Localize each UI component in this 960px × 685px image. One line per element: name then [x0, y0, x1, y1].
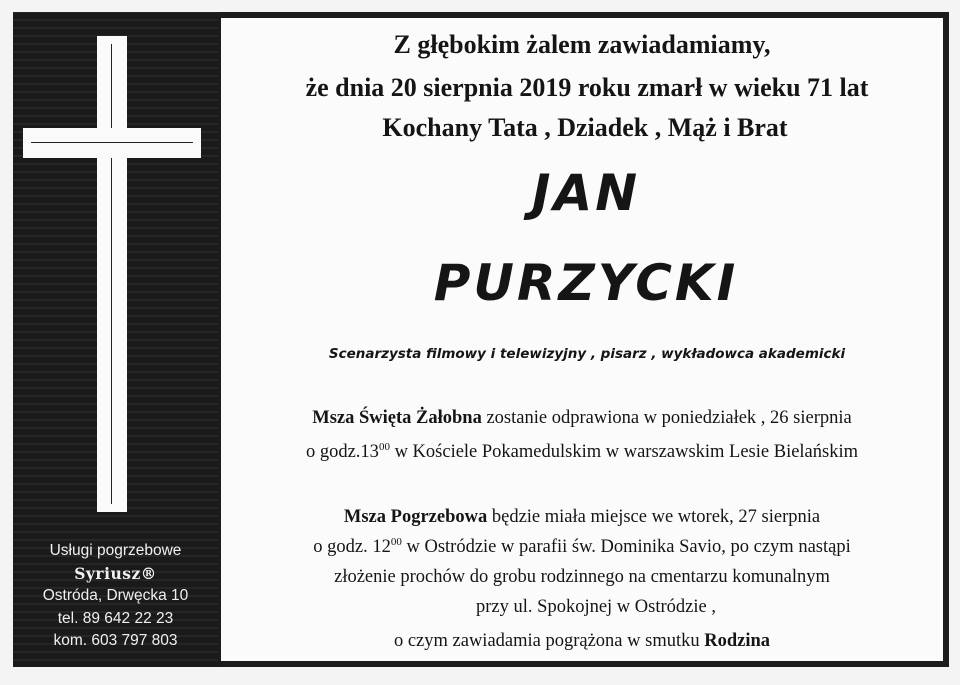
deceased-first-name: JAN [531, 164, 641, 222]
company-address: Ostróda, Drwęcka 10 [42, 587, 189, 604]
closing-family: Rodzina [704, 631, 771, 651]
cross-arm [23, 128, 201, 158]
memorial-mass-line-1 [221, 408, 943, 429]
funeral-mass-line-4: przy ul. Spokojnej w Ostródzie , [476, 597, 716, 617]
header-line-2: że dnia 20 sierpnia 2019 roku zmarł w wieku 71 lat [305, 73, 869, 102]
memorial-mass-line-2 [221, 442, 943, 463]
company-phone: tel. 89 642 22 23 [57, 609, 174, 627]
company-service-label: Usługi pogrzebowe [49, 542, 182, 559]
funeral-mass-line-1 [221, 507, 943, 528]
header-line-1: Z głębokim żalem zawiadamiamy, [393, 30, 771, 59]
funeral-mass-line-2 [221, 537, 943, 558]
notice-body [221, 18, 943, 661]
memorial-mass-title: Msza Święta Żałobna [312, 408, 482, 428]
closing-text: o czym zawiadamia pogrążona w smutku [393, 631, 705, 651]
memorial-mass-date: zostanie odprawiona w poniedziałek , 26 sierpnia [481, 408, 852, 428]
funeral-mass-place: w Ostródzie w parafii św. Dominika Savio, po czym nastąpi [401, 537, 851, 557]
funeral-mass-time-minutes: 00 [390, 536, 402, 548]
funeral-mass-title: Msza Pogrzebowa [343, 507, 488, 527]
memorial-mass-place: w Kościele Pokamedulskim w warszawskim Lesie Bielańskim [389, 442, 859, 462]
memorial-mass-time: o godz.13 [305, 442, 379, 462]
funeral-mass-date: będzie miała miejsce we wtorek, 27 sierpnia [487, 507, 821, 527]
company-mobile: kom. 603 797 803 [53, 632, 178, 649]
company-brand: Syriusz® [74, 563, 157, 583]
header-line-3: Kochany Tata , Dziadek , Mąż i Brat [382, 113, 788, 142]
deceased-last-name: PURZYCKI [433, 254, 739, 312]
cross-icon [97, 36, 127, 512]
black-sidebar [13, 12, 218, 667]
memorial-mass-time-minutes: 00 [378, 441, 390, 453]
deceased-profession: Scenarzysta filmowy i telewizyjny , pisarz , wykładowca akademicki [328, 346, 846, 362]
closing-line [221, 631, 943, 652]
funeral-company-info [13, 540, 218, 653]
obituary-notice [13, 12, 949, 667]
funeral-mass-line-3: złożenie prochów do grobu rodzinnego na cmentarzu komunalnym [334, 567, 830, 587]
funeral-mass-time: o godz. 12 [313, 537, 391, 557]
